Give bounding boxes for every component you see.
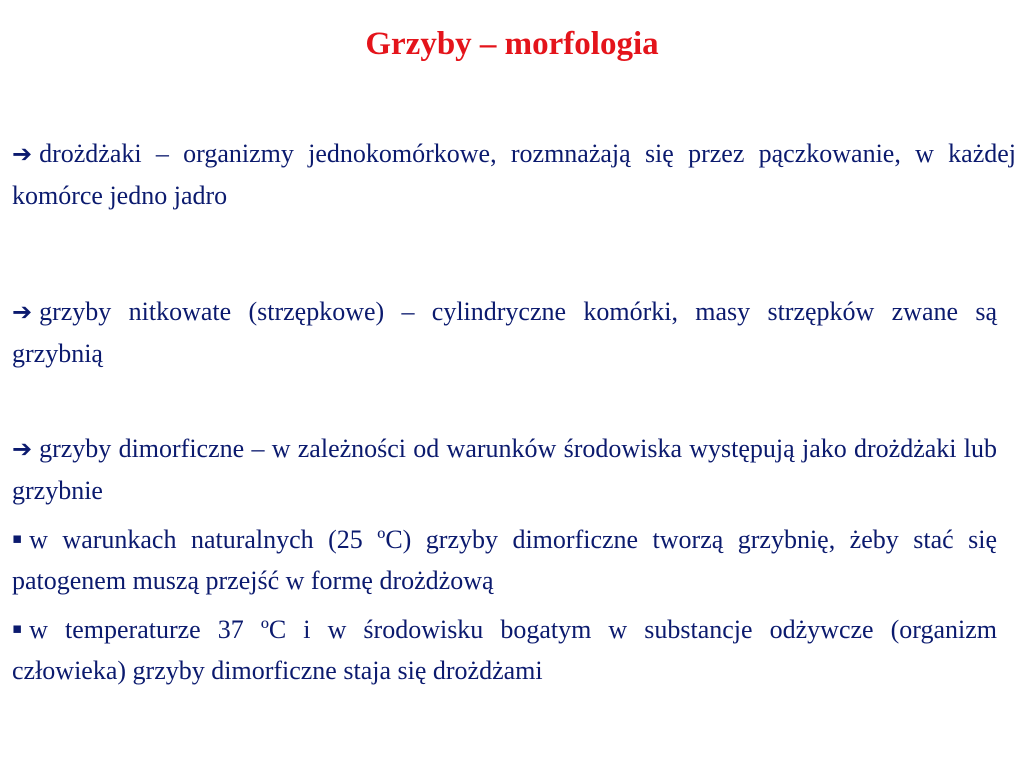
list-item bbox=[12, 133, 1016, 216]
arrow-right-icon: ➔ bbox=[12, 298, 33, 326]
list-item bbox=[12, 428, 997, 511]
list-item-text: grzyby dimorficzne – w zależności od warunków środowiska występują jako drożdżaki lub grzybnie bbox=[12, 434, 997, 505]
list-item-text: drożdżaki – organizmy jednokomórkowe, rozmnażają się przez pączkowanie, w każdej komórce jedno jadro bbox=[12, 139, 1016, 210]
list-item bbox=[12, 518, 997, 601]
list-item-text: w warunkach naturalnych (25 ºC) grzyby dimorficzne tworzą grzybnię, żeby stać się patogenem muszą przejść w formę drożdżową bbox=[12, 525, 997, 595]
list-item bbox=[12, 608, 997, 691]
list-item-text: w temperaturze 37 ºC i w środowisku bogatym w substancje odżywcze (organizm człowieka) grzyby dimorficzne staja się drożdżami bbox=[12, 615, 997, 685]
arrow-right-icon: ➔ bbox=[12, 140, 33, 168]
slide-title: Grzyby – morfologia bbox=[365, 26, 659, 62]
square-bullet-icon: ▪ bbox=[12, 619, 23, 637]
square-bullet-icon: ▪ bbox=[12, 529, 23, 547]
list-item-text: grzyby nitkowate (strzępkowe) – cylindryczne komórki, masy strzępków zwane są grzybnią bbox=[12, 297, 997, 368]
list-item bbox=[12, 291, 997, 374]
arrow-right-icon: ➔ bbox=[12, 435, 33, 463]
